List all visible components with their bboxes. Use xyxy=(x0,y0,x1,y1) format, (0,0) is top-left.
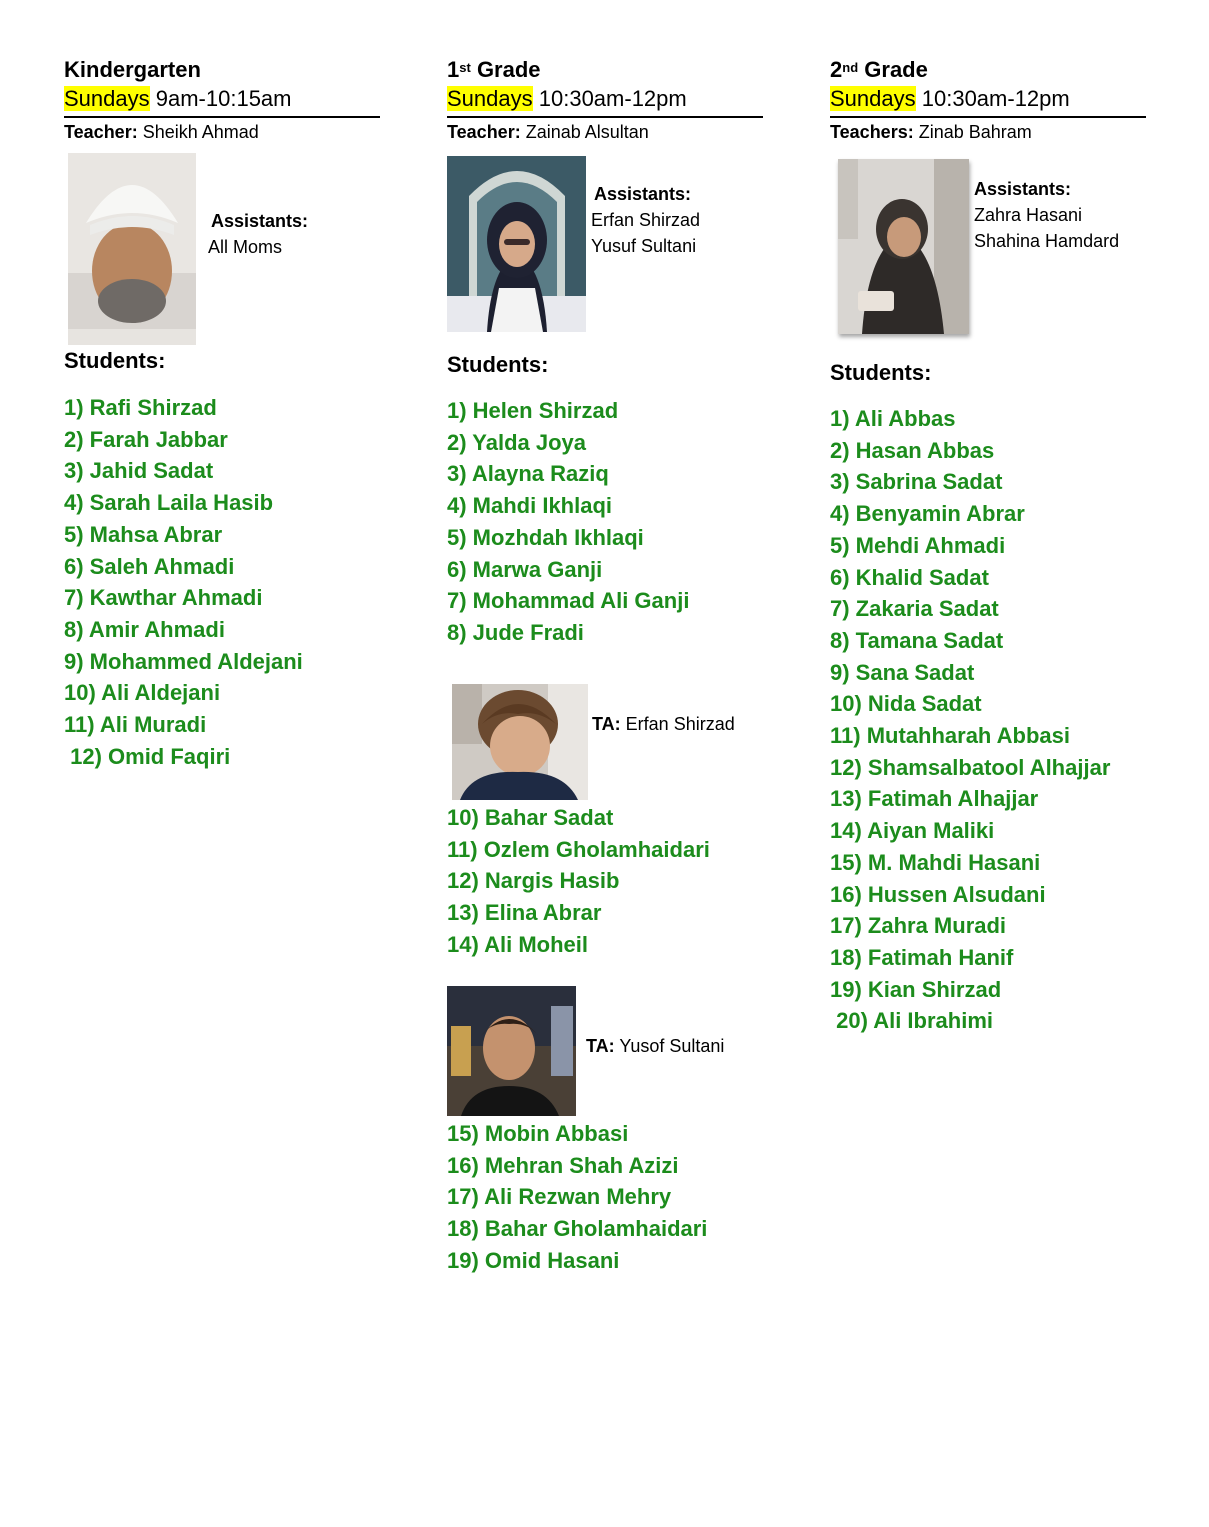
schedule xyxy=(447,84,763,118)
ta-name: Erfan Shirzad xyxy=(625,714,735,734)
list-item: 17) Ali Rezwan Mehry xyxy=(447,1184,672,1210)
teacher-name: Sheikh Ahmad xyxy=(142,122,259,142)
students-heading: Students: xyxy=(830,360,932,385)
teacher-name: Zainab Alsultan xyxy=(525,122,649,142)
students-heading: Students: xyxy=(447,352,549,377)
assistant-name: All Moms xyxy=(208,237,283,257)
list-item: 16) Mehran Shah Azizi xyxy=(447,1152,679,1178)
list-item: 6) Saleh Ahmadi xyxy=(64,553,235,579)
student-list xyxy=(447,395,689,649)
list-item: 14) Ali Moheil xyxy=(447,931,588,957)
list-item: 8) Jude Fradi xyxy=(447,619,584,645)
list-item: 16) Hussen Alsudani xyxy=(830,881,1046,907)
day-highlight: Sundays xyxy=(830,86,916,111)
grade-number: 1 xyxy=(447,57,460,82)
grade-ordinal: st xyxy=(459,60,471,75)
grade1-header xyxy=(447,56,763,144)
assistant-name: Zahra Hasani xyxy=(974,205,1083,225)
list-item: 6) Marwa Ganji xyxy=(447,556,603,582)
list-item: 9) Sana Sadat xyxy=(830,659,975,685)
schedule xyxy=(64,84,380,118)
assistants xyxy=(591,181,700,259)
teacher-line xyxy=(64,120,380,144)
grade-word: Grade xyxy=(864,57,928,82)
list-item: 5) Mozhdah Ikhlaqi xyxy=(447,524,644,550)
grade-ordinal: nd xyxy=(842,60,859,75)
list-item: 1) Ali Abbas xyxy=(830,406,956,431)
teacher-label: Teachers: xyxy=(830,122,914,142)
list-item: 11) Mutahharah Abbasi xyxy=(830,723,1071,749)
list-item: 15) Mobin Abbasi xyxy=(447,1121,629,1146)
assistant-name: Shahina Hamdard xyxy=(974,231,1120,251)
list-item: 19) Omid Hasani xyxy=(447,1247,620,1273)
assistants-label: Assistants: xyxy=(594,184,692,204)
list-item: 8) Amir Ahmadi xyxy=(64,616,225,642)
time: 10:30am-12pm xyxy=(538,86,687,111)
list-item: 3) Sabrina Sadat xyxy=(830,469,1003,495)
list-item: 14) Aiyan Maliki xyxy=(830,818,995,844)
list-item: 10) Ali Aldejani xyxy=(64,680,221,706)
grade-title xyxy=(830,56,1146,84)
grade-title: Kindergarten xyxy=(64,57,201,82)
list-item: 13) Fatimah Alhajjar xyxy=(830,786,1039,812)
ta-label-2 xyxy=(586,1036,724,1057)
student-list xyxy=(830,403,1110,1037)
student-list xyxy=(64,392,303,772)
list-item: 12) Nargis Hasib xyxy=(447,868,620,894)
ta-label-1 xyxy=(592,714,735,735)
list-item: 11) Ozlem Gholamhaidari xyxy=(447,836,710,862)
list-item: 13) Elina Abrar xyxy=(447,900,602,926)
list-item: 4) Mahdi Ikhlaqi xyxy=(447,493,613,519)
ta-label: TA: xyxy=(586,1036,615,1056)
list-item: 12) Omid Faqiri xyxy=(64,743,231,769)
assistants xyxy=(208,208,308,260)
list-item: 15) M. Mahdi Hasani xyxy=(830,849,1041,875)
list-item: 7) Kawthar Ahmadi xyxy=(64,585,263,611)
teacher-photo xyxy=(68,153,196,345)
list-item: 1) Rafi Shirzad xyxy=(64,395,217,420)
assistants-label: Assistants: xyxy=(974,179,1072,199)
list-item: 4) Benyamin Abrar xyxy=(830,501,1025,527)
students-heading: Students: xyxy=(64,348,166,373)
list-item: 17) Zahra Muradi xyxy=(830,913,1007,939)
time: 10:30am-12pm xyxy=(921,86,1070,111)
grade2-header xyxy=(830,56,1146,144)
list-item: 11) Ali Muradi xyxy=(64,712,207,738)
list-item: 7) Zakaria Sadat xyxy=(830,596,999,622)
assistant-name: Erfan Shirzad xyxy=(591,210,701,230)
day-highlight: Sundays xyxy=(447,86,533,111)
list-item: 3) Jahid Sadat xyxy=(64,458,214,484)
teacher-line xyxy=(830,120,1146,144)
list-item: 18) Bahar Gholamhaidari xyxy=(447,1216,708,1242)
schedule xyxy=(830,84,1146,118)
list-item: 4) Sarah Laila Hasib xyxy=(64,490,274,516)
list-item: 18) Fatimah Hanif xyxy=(830,944,1014,970)
list-item: 9) Mohammed Aldejani xyxy=(64,648,303,674)
list-item: 12) Shamsalbatool Alhajjar xyxy=(830,754,1111,780)
list-item: 2) Farah Jabbar xyxy=(64,426,228,452)
list-item: 8) Tamana Sadat xyxy=(830,627,1004,653)
teacher-label: Teacher: xyxy=(64,122,138,142)
list-item: 3) Alayna Raziq xyxy=(447,461,609,487)
teacher-photo xyxy=(447,156,586,332)
list-item: 19) Kian Shirzad xyxy=(830,976,1002,1002)
list-item: 7) Mohammad Ali Ganji xyxy=(447,588,690,614)
list-item: 10) Nida Sadat xyxy=(830,691,982,717)
list-item: 2) Hasan Abbas xyxy=(830,437,995,463)
grade-word: Grade xyxy=(476,57,541,82)
ta-name: Yusof Sultani xyxy=(619,1036,725,1056)
time: 9am-10:15am xyxy=(155,86,292,111)
assistants xyxy=(974,176,1119,254)
kindergarten-header xyxy=(64,56,380,144)
student-list xyxy=(447,1118,707,1277)
teacher-photo xyxy=(838,159,969,334)
grade-number: 2 xyxy=(830,57,843,82)
teacher-line xyxy=(447,120,763,144)
ta-photo xyxy=(452,684,588,800)
assistant-name: Yusuf Sultani xyxy=(591,236,697,256)
list-item: 10) Bahar Sadat xyxy=(447,805,614,830)
list-item: 2) Yalda Joya xyxy=(447,429,587,455)
list-item: 6) Khalid Sadat xyxy=(830,564,989,590)
teacher-name: Zinab Bahram xyxy=(918,122,1032,142)
ta-label: TA: xyxy=(592,714,621,734)
grade-title xyxy=(447,56,763,84)
day-highlight: Sundays xyxy=(64,86,150,111)
ta-photo xyxy=(447,986,576,1116)
student-list xyxy=(447,802,710,961)
list-item: 20) Ali Ibrahimi xyxy=(830,1008,994,1034)
teacher-label: Teacher: xyxy=(447,122,521,142)
list-item: 1) Helen Shirzad xyxy=(447,398,619,423)
assistants-label: Assistants: xyxy=(211,211,309,231)
list-item: 5) Mehdi Ahmadi xyxy=(830,532,1006,558)
list-item: 5) Mahsa Abrar xyxy=(64,521,223,547)
